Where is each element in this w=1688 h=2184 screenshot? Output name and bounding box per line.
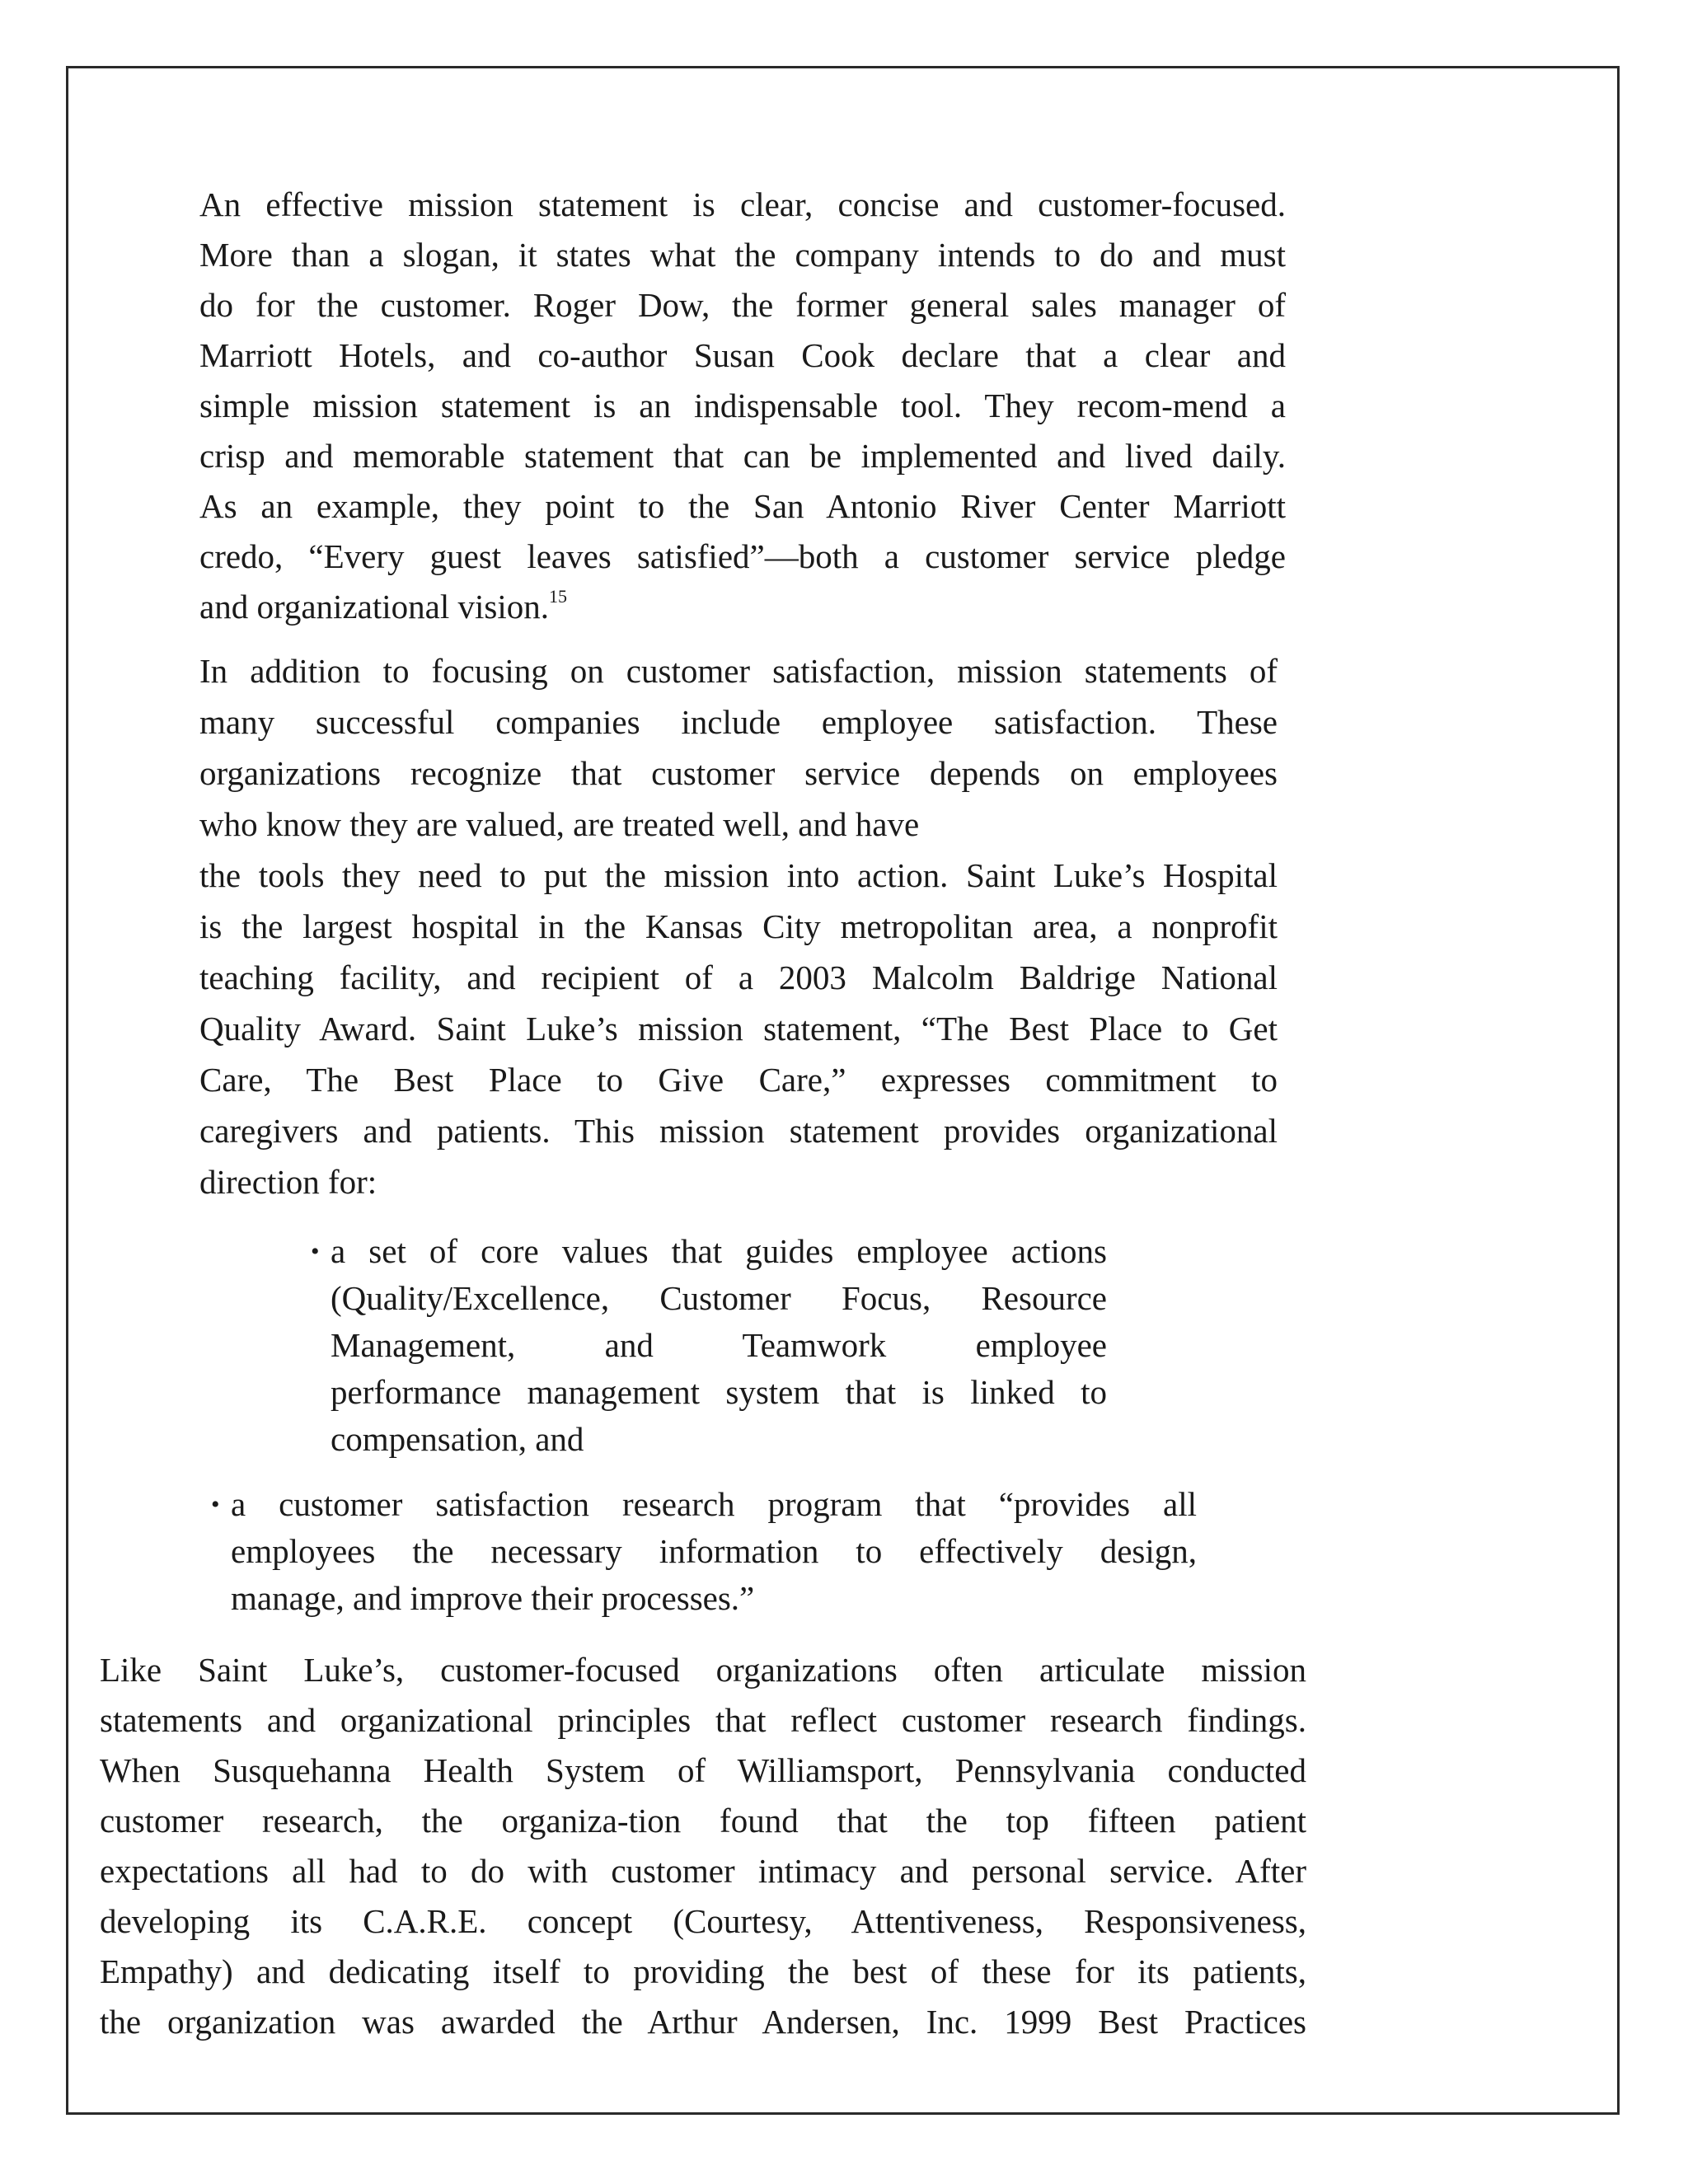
text-line: customer research, the organiza-tion found that the top fifteen patient — [100, 1802, 1306, 1840]
text-line: the organization was awarded the Arthur Andersen, Inc. 1999 Best Practices — [100, 2003, 1306, 2041]
text-line: expectations all had to do with customer intimacy and personal service. After — [100, 1852, 1306, 1890]
footnote-reference: 15 — [548, 586, 567, 607]
text-line: More than a slogan, it states what the company intends to do and must — [199, 236, 1286, 274]
bullet-icon: • — [211, 1491, 220, 1518]
text-line: Care, The Best Place to Give Care,” expresses commitment to — [199, 1061, 1278, 1099]
text-line: crisp and memorable statement that can be implemented and lived daily. — [199, 437, 1286, 475]
text-line: direction for: — [199, 1163, 377, 1201]
text-line-last — [199, 582, 1286, 632]
text-line: manage, and improve their processes.” — [231, 1579, 755, 1617]
text-line: When Susquehanna Health System of Williamsport, Pennsylvania conducted — [100, 1751, 1306, 1789]
text-line: compensation, and — [331, 1420, 584, 1458]
text-line: do for the customer. Roger Dow, the former general sales manager of — [199, 286, 1286, 324]
text-line: (Quality/Excellence, Customer Focus, Resource — [331, 1279, 1107, 1317]
text-line: the tools they need to put the mission into action. Saint Luke’s Hospital — [199, 856, 1278, 894]
text-line: Marriott Hotels, and co-author Susan Cook declare that a clear and — [199, 336, 1286, 374]
text-line: Like Saint Luke’s, customer-focused organizations often articulate mission — [100, 1651, 1306, 1689]
bullet-item-research-program — [211, 1481, 1197, 1622]
text-line: and organizational vision. — [199, 588, 549, 626]
text-line: a set of core values that guides employee actions — [331, 1232, 1107, 1270]
text-line: In addition to focusing on customer satisfaction, mission statements of — [199, 652, 1278, 690]
bullet-icon: • — [311, 1238, 320, 1265]
text-line: teaching facility, and recipient of a 2003 Malcolm Baldrige National — [199, 958, 1278, 996]
text-line: developing its C.A.R.E. concept (Courtesy, Attentiveness, Responsiveness, — [100, 1902, 1306, 1940]
text-line: simple mission statement is an indispensable tool. They recom-mend a — [199, 387, 1286, 424]
paragraph-employee-satisfaction — [199, 645, 1278, 1207]
text-line: Empathy) and dedicating itself to providing the best of these for its patients, — [100, 1952, 1306, 1990]
text-line: is the largest hospital in the Kansas City metropolitan area, a nonprofit — [199, 907, 1278, 945]
text-line: employees the necessary information to effectively design, — [231, 1532, 1197, 1570]
bullet-item-core-values — [311, 1228, 1107, 1463]
paragraph-mission-statement — [199, 180, 1286, 632]
text-line: Quality Award. Saint Luke’s mission statement, “The Best Place to Get — [199, 1010, 1278, 1047]
text-line: organizations recognize that customer service depends on employees — [199, 754, 1278, 792]
text-line: statements and organizational principles that reflect customer research findings. — [100, 1701, 1306, 1739]
text-line: An effective mission statement is clear, concise and customer-focused. — [199, 185, 1286, 223]
text-line: credo, “Every guest leaves satisfied”—both a customer service pledge — [199, 537, 1286, 575]
text-line: caregivers and patients. This mission statement provides organizational — [199, 1112, 1278, 1150]
text-line: who know they are valued, are treated well, and have — [199, 805, 920, 843]
paragraph-customer-research — [100, 1645, 1306, 2047]
text-line: Management, and Teamwork employee — [331, 1326, 1107, 1364]
text-line: As an example, they point to the San Antonio River Center Marriott — [199, 487, 1286, 525]
text-line: many successful companies include employee satisfaction. These — [199, 703, 1278, 741]
text-line: a customer satisfaction research program that “provides all — [231, 1485, 1197, 1523]
text-line: performance management system that is linked to — [331, 1373, 1107, 1411]
